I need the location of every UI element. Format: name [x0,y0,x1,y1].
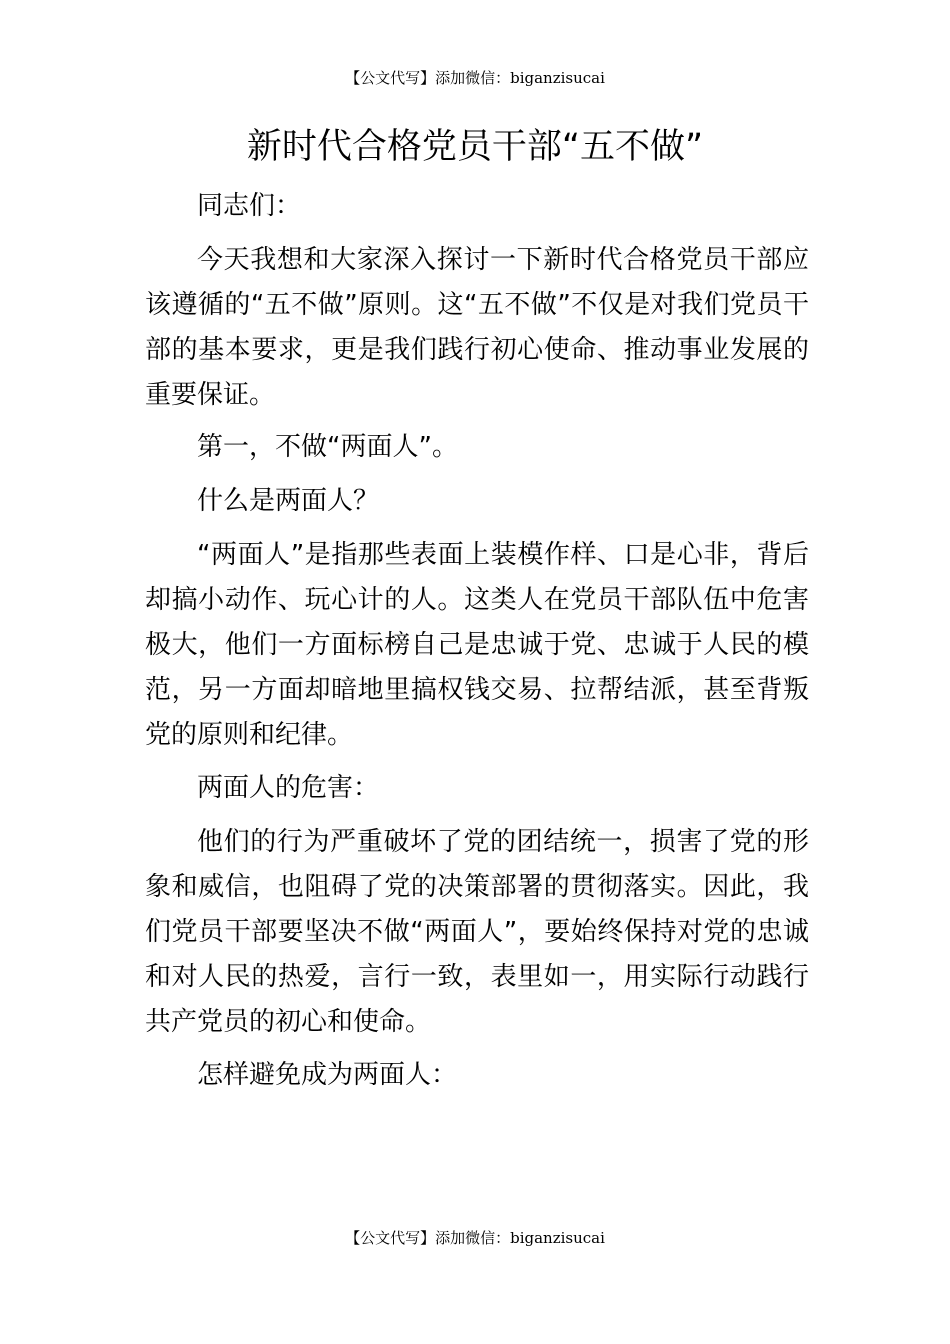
harm-paragraph: 他们的行为严重破坏了党的团结统一，损害了党的形象和威信，也阻碍了党的决策部署的贯彻落实。因此，我们党员干部要坚决不做“两面人”，要始终保持对党的忠诚和对人民的热爱，言行一致，表里如一，用实际行动践行共产党员的初心和使命。 [145,827,809,1037]
page-footer: 【公文代写】添加微信：biganzisucai [345,1229,605,1247]
definition-paragraph: “两面人”是指那些表面上装模作样、口是心非，背后却搞小动作、玩心计的人。这类人在党员干部队伍中危害极大，他们一方面标榜自己是忠诚于党、忠诚于人民的模范，另一方面却暗地里搞权钱交易、拉帮结派，甚至背叛党的原则和纪律。 [145,540,809,750]
salutation-paragraph: 同志们： [197,191,302,221]
avoid-heading-paragraph: 怎样避免成为两面人： [197,1060,458,1090]
section-heading-paragraph: 第一，不做“两面人”。 [197,432,458,462]
harm-heading-paragraph: 两面人的危害： [197,773,380,803]
intro-paragraph: 今天我想和大家深入探讨一下新时代合格党员干部应该遵循的“五不做”原则。这“五不做”不仅是对我们党员干部的基本要求，更是我们践行初心使命、推动事业发展的重要保证。 [145,245,809,410]
question-paragraph: 什么是两面人？ [197,486,380,516]
document-title: 新时代合格党员干部“五不做” [246,127,704,167]
page-header: 【公文代写】添加微信：biganzisucai [345,69,605,87]
